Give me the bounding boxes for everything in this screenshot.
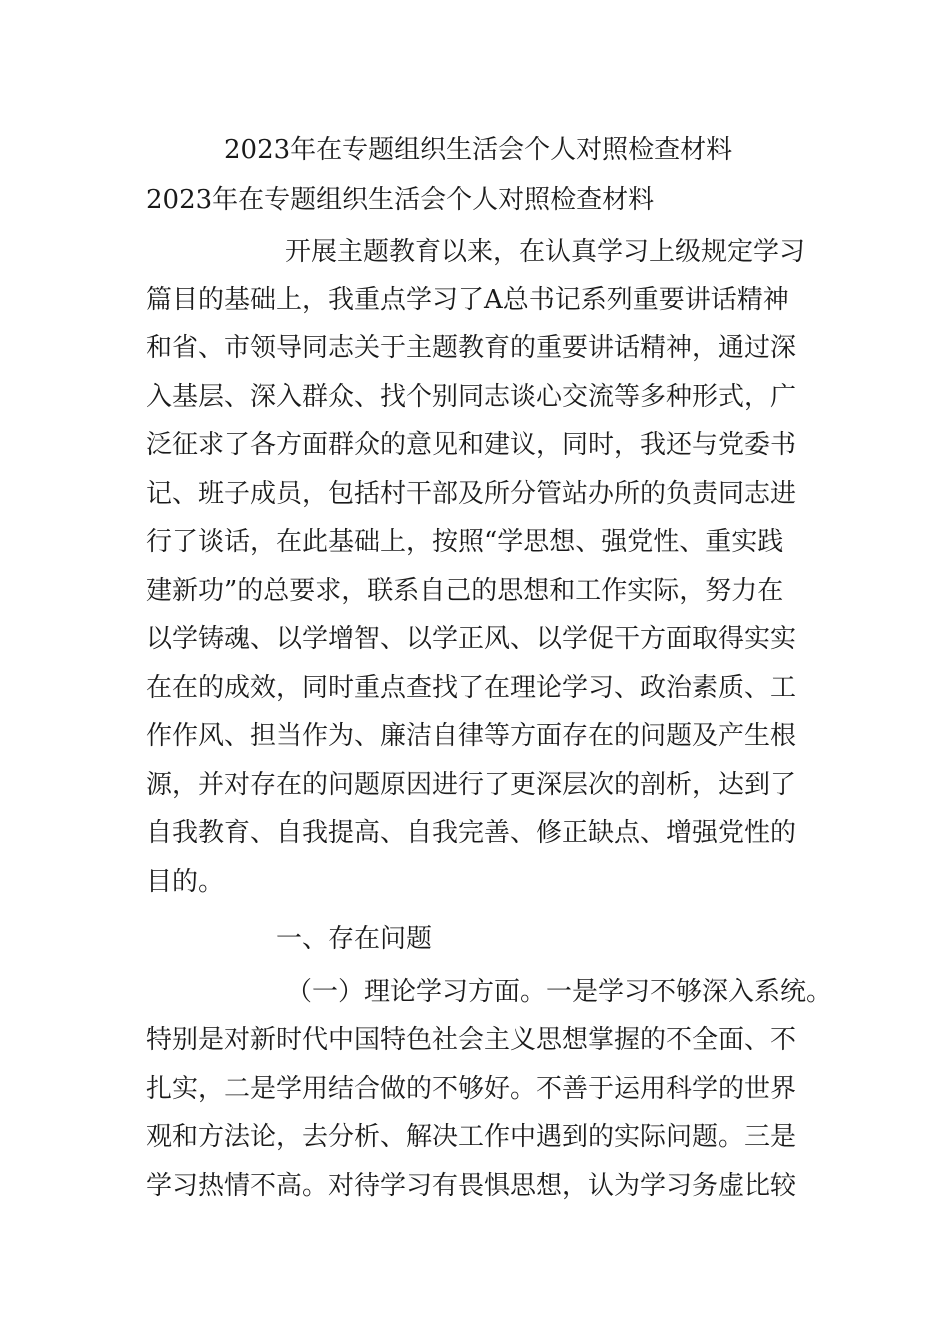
paragraph-line: 观和方法论，去分析、解决工作中遇到的实际问题。三是 <box>146 1122 797 1152</box>
paragraph-line: 以学铸魂、以学增智、以学正风、以学促干方面取得实实 <box>146 624 797 654</box>
paragraph-line: 记、班子成员，包括村干部及所分管站办所的负责同志进 <box>146 479 797 509</box>
paragraph-line: 行了谈话，在此基础上，按照“学思想、强党性、重实践 <box>146 527 784 557</box>
paragraph-line: 篇目的基础上，我重点学习了A总书记系列重要讲话精神 <box>146 285 789 315</box>
paragraph-line: 建新功”的总要求，联系自己的思想和工作实际，努力在 <box>146 576 784 606</box>
paragraph-line: 特别是对新时代中国特色社会主义思想掌握的不全面、不 <box>146 1025 797 1055</box>
paragraph-line: 自我教育、自我提高、自我完善、修正缺点、增强党性的 <box>146 818 797 848</box>
paragraph-line: 学习热情不高。对待学习有畏惧思想，认为学习务虚比较 <box>146 1171 797 1201</box>
paragraph-line: 在在的成效，同时重点查找了在理论学习、政治素质、工 <box>146 673 797 703</box>
paragraph-line: 源，并对存在的问题原因进行了更深层次的剖析，达到了 <box>146 770 797 800</box>
paragraph-line: 入基层、深入群众、找个别同志谈心交流等多种形式，广 <box>146 382 797 412</box>
paragraph-line: （一）理论学习方面。一是学习不够深入系统。 <box>286 977 833 1007</box>
paragraph-line: 泛征求了各方面群众的意见和建议，同时，我还与党委书 <box>146 430 797 460</box>
paragraph-line: 开展主题教育以来，在认真学习上级规定学习 <box>285 237 806 267</box>
paragraph-line: 和省、市领导同志关于主题教育的重要讲话精神，通过深 <box>146 333 797 363</box>
paragraph-line: 作作风、担当作为、廉洁自律等方面存在的问题及产生根 <box>146 721 797 751</box>
section-heading: 一、存在问题 <box>276 924 433 954</box>
paragraph-line: 目的。 <box>146 867 225 897</box>
document-subtitle: 2023年在专题组织生活会个人对照检查材料 <box>146 185 655 215</box>
paragraph-line: 扎实，二是学用结合做的不够好。不善于运用科学的世界 <box>146 1074 797 1104</box>
document-title: 2023年在专题组织生活会个人对照检查材料 <box>224 135 733 165</box>
